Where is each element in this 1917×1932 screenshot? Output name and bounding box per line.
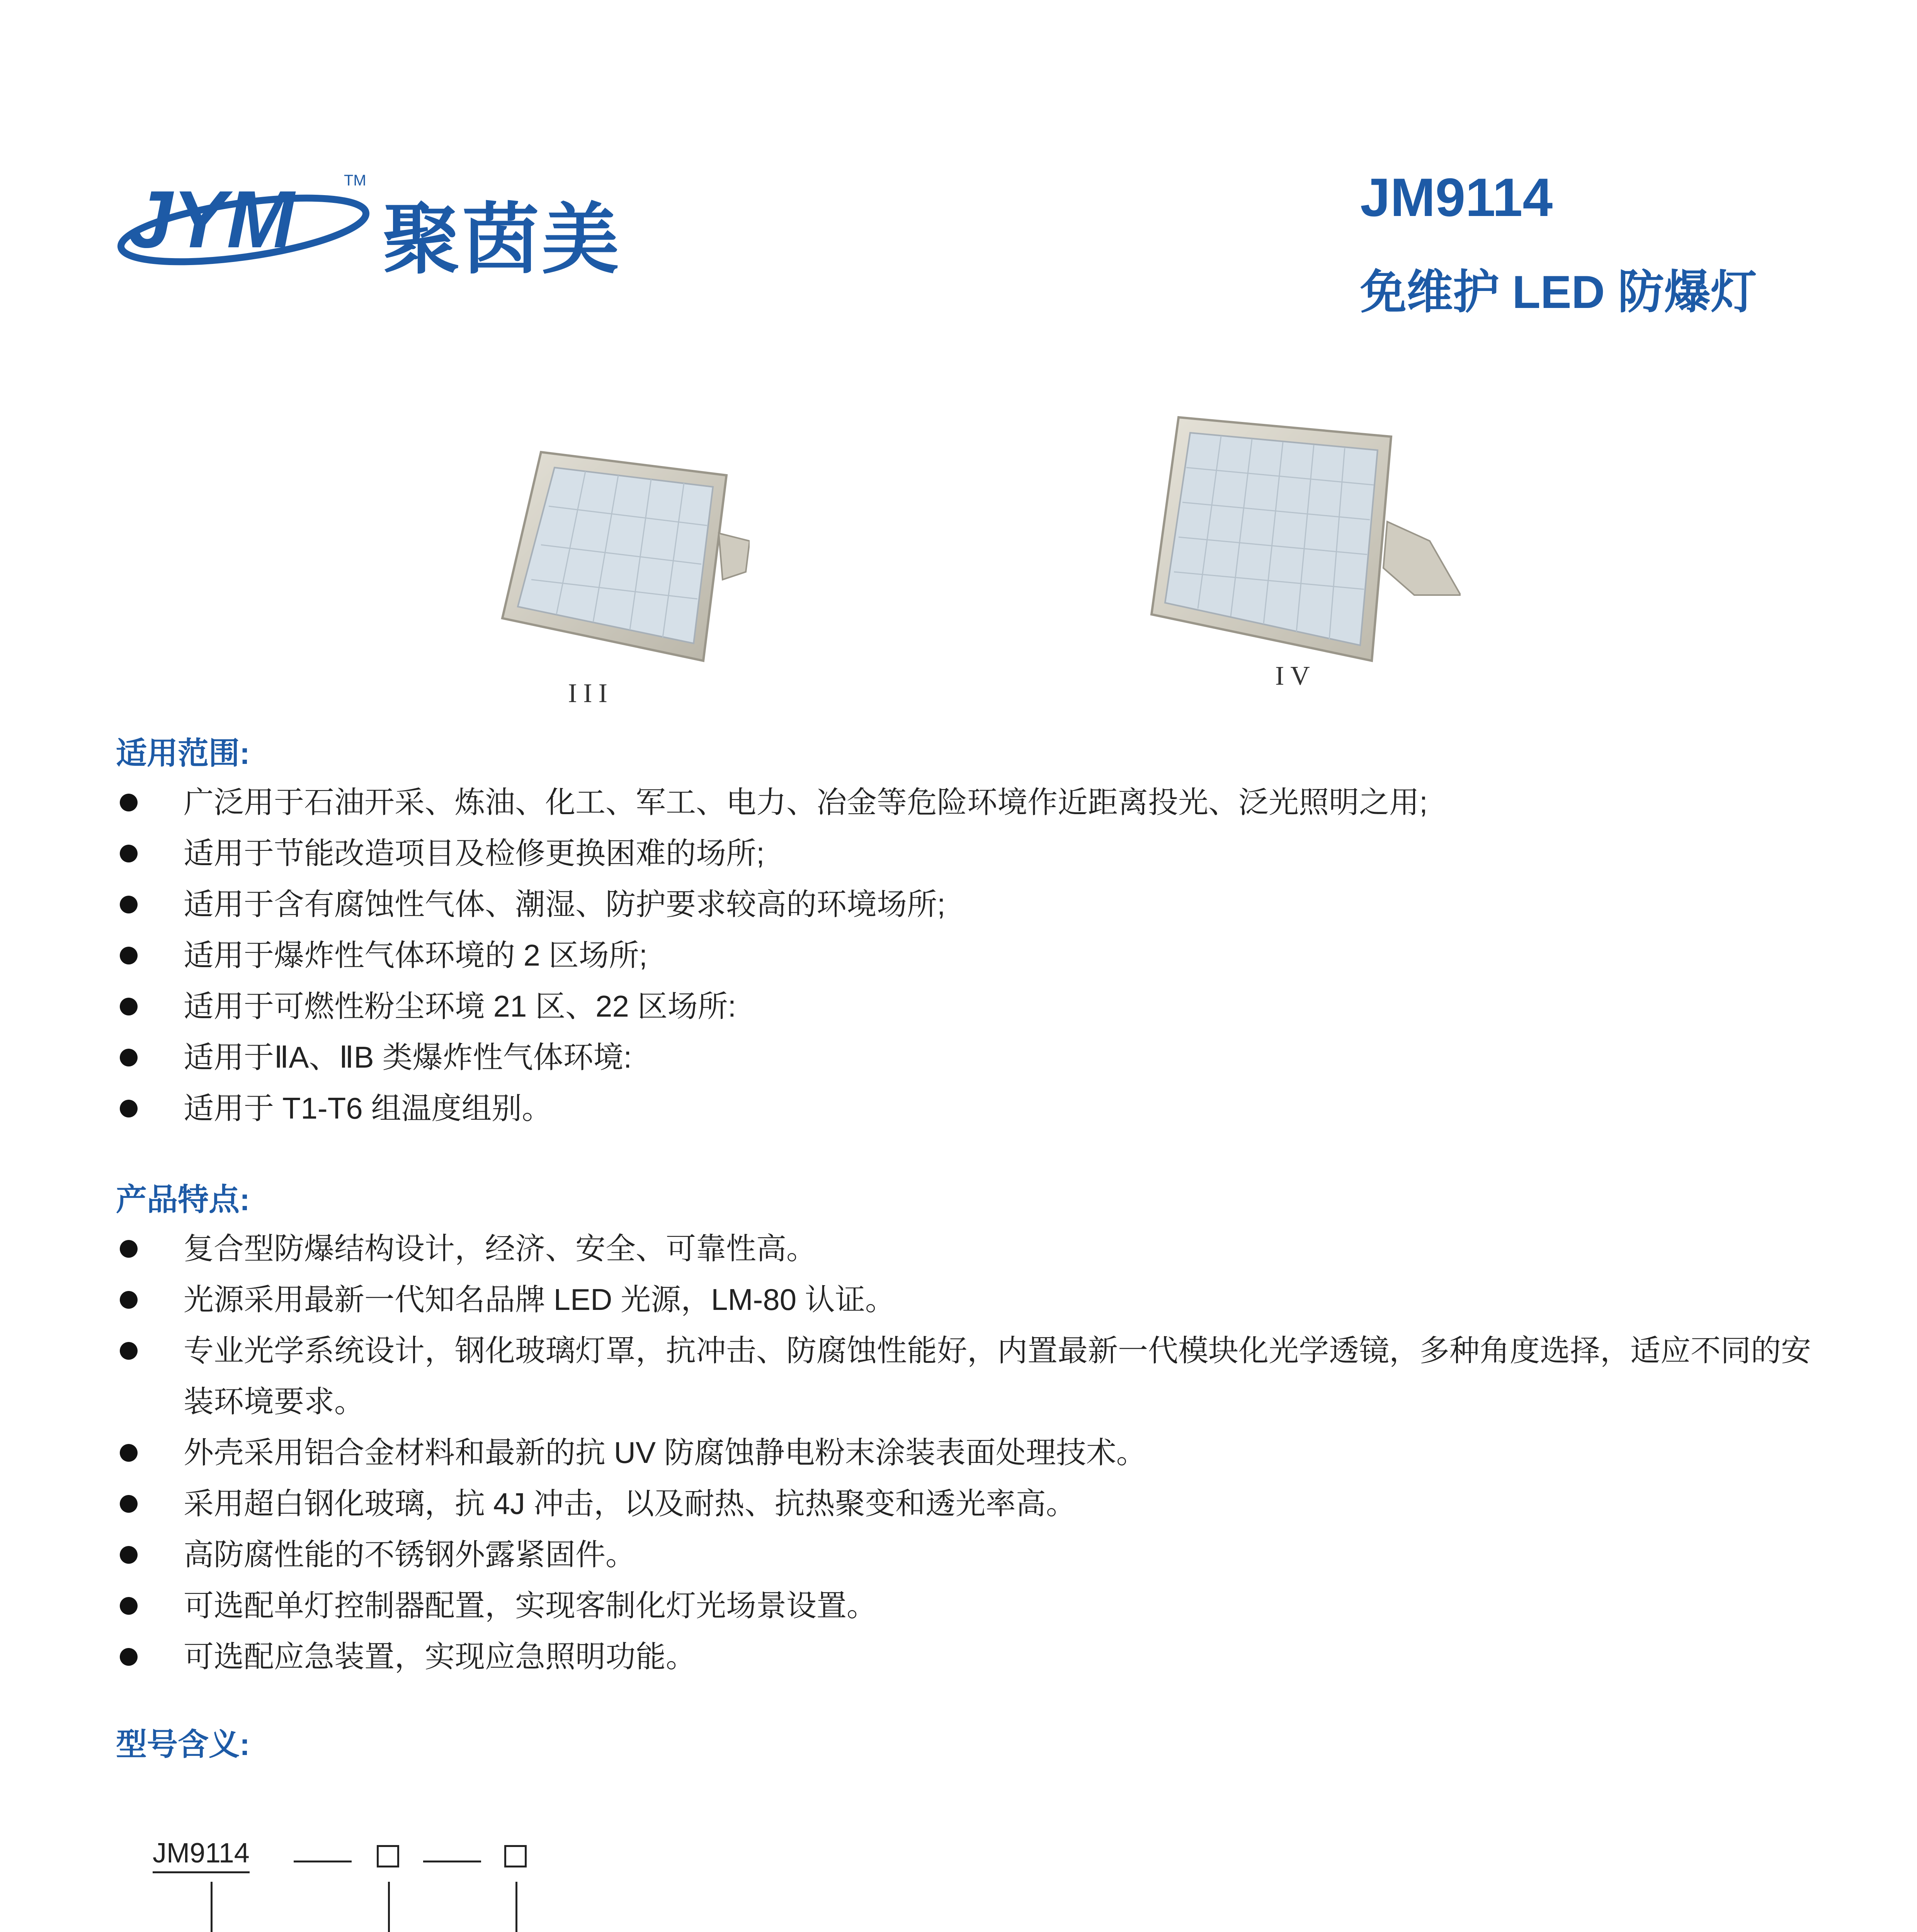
- list-item: 适用于含有腐蚀性气体、潮湿、防护要求较高的环境场所;: [116, 879, 1816, 930]
- install-placeholder-box: [504, 1845, 527, 1867]
- list-item: 适用于ⅡA、ⅡB 类爆炸性气体环境:: [116, 1032, 1816, 1083]
- list-item: 适用于节能改造项目及检修更换困难的场所;: [116, 828, 1816, 879]
- applications-list: [116, 777, 1816, 1134]
- list-item: 广泛用于石油开采、炼油、化工、军工、电力、冶金等危险环境作近距离投光、泛光照明之用;: [116, 777, 1816, 828]
- list-item: 采用超白钢化玻璃，抗 4J 冲击，以及耐热、抗热聚变和透光率高。: [116, 1478, 1816, 1529]
- features-title: 产品特点:: [116, 1182, 250, 1217]
- applications-title: 适用范围:: [116, 736, 250, 770]
- list-item: 适用于 T1-T6 组温度组别。: [116, 1083, 1816, 1134]
- company-logo: [112, 162, 622, 283]
- power-placeholder-box: [377, 1845, 399, 1867]
- features-list: [116, 1223, 1816, 1682]
- lamp-caption-iii: III: [568, 679, 614, 708]
- model-code: JM9114: [1360, 167, 1553, 228]
- list-item: 适用于爆炸性气体环境的 2 区场所;: [116, 930, 1816, 981]
- list-item: 可选配单灯控制器配置，实现客制化灯光场景设置。: [116, 1580, 1816, 1631]
- diagram-connector: [515, 1882, 517, 1932]
- model-name: 免维护 LED 防爆灯: [1360, 266, 1757, 318]
- lamp-caption-iv: IV: [1275, 661, 1316, 691]
- model-code-diagram: [0, 1816, 1917, 1932]
- list-item: 可选配应急装置，实现应急照明功能。: [116, 1631, 1816, 1682]
- svg-text:TM: TM: [344, 172, 366, 189]
- diagram-connector: [388, 1882, 390, 1932]
- jym-logo-icon: [112, 162, 371, 278]
- diagram-model-code: JM9114: [153, 1837, 250, 1873]
- list-item: 外壳采用铝合金材料和最新的抗 UV 防腐蚀静电粉末涂装表面处理技术。: [116, 1427, 1816, 1478]
- lamp-image-iv: [1144, 413, 1461, 676]
- list-item: 复合型防爆结构设计，经济、安全、可靠性高。: [116, 1223, 1816, 1274]
- logo-text: 聚茵美: [383, 197, 622, 283]
- diagram-connector: [211, 1882, 213, 1932]
- list-item: 高防腐性能的不锈钢外露紧固件。: [116, 1529, 1816, 1580]
- svg-text:JYM: JYM: [128, 174, 294, 265]
- model-meaning-title: 型号含义:: [116, 1727, 250, 1762]
- diagram-dash: [423, 1861, 481, 1862]
- list-item: 专业光学系统设计，钢化玻璃灯罩，抗冲击、防腐蚀性能好，内置最新一代模块化光学透镜，多种角度选择，适应不同的安装环境要求。: [116, 1325, 1816, 1427]
- lamp-image-iii: [487, 444, 750, 676]
- list-item: 适用于可燃性粉尘环境 21 区、22 区场所:: [116, 981, 1816, 1032]
- diagram-dash: [294, 1861, 352, 1862]
- list-item: 光源采用最新一代知名品牌 LED 光源，LM-80 认证。: [116, 1274, 1816, 1325]
